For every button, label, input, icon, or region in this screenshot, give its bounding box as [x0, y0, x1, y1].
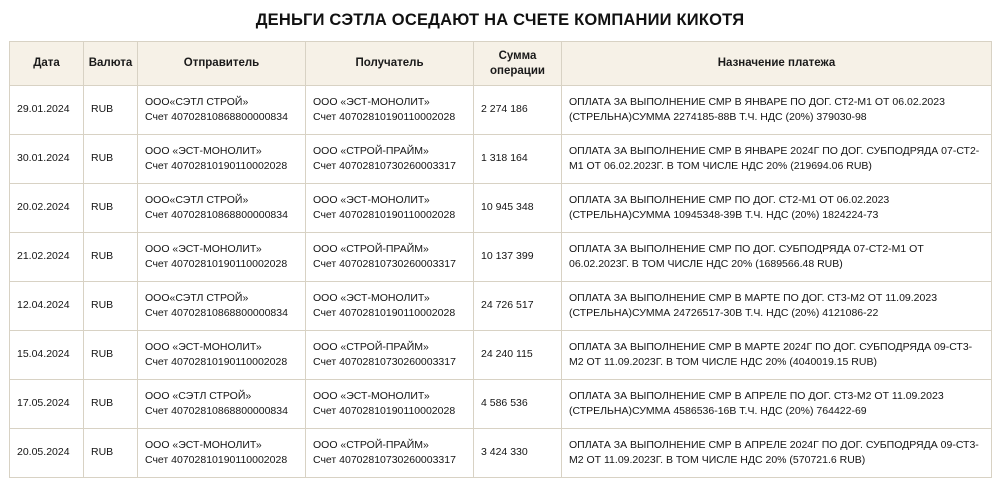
receiver-name: ООО «СТРОЙ-ПРАЙМ» — [313, 340, 429, 353]
cell-date: 17.05.2024 — [10, 380, 84, 429]
receiver-name: ООО «ЭСТ-МОНОЛИТ» — [313, 193, 430, 206]
receiver-account: Счет 40702810190110002028 — [313, 405, 456, 417]
receiver-account: Счет 40702810190110002028 — [313, 111, 456, 123]
cell-amount — [474, 429, 562, 478]
cell-amount — [474, 86, 562, 135]
sender-name: ООО«СЭТЛ СТРОЙ» — [145, 291, 249, 304]
sender-account: Счет 40702810868800000834 — [145, 209, 288, 221]
table-body — [10, 86, 992, 478]
cell-purpose — [562, 233, 992, 282]
amount-value: 1 318 164 — [481, 152, 528, 165]
cell-amount — [474, 282, 562, 331]
amount-value: 10 945 348 — [481, 201, 534, 214]
table-row — [10, 429, 992, 478]
purpose-text: ОПЛАТА ЗА ВЫПОЛНЕНИЕ СМР В ЯНВАРЕ 2024Г ПО ДОГ. СУБПОДРЯДА 07-СТ2-М1 ОТ 06.02.2023Г. В ТОМ ЧИСЛЕ НДС 20% (219694.06 RUB) — [569, 144, 980, 172]
receiver-account: Счет 40702810190110002028 — [313, 307, 456, 319]
purpose-text: ОПЛАТА ЗА ВЫПОЛНЕНИЕ СМР ПО ДОГ. СУБПОДРЯДА 07-СТ2-М1 ОТ 06.02.2023Г. В ТОМ ЧИСЛЕ НДС 20% (1689566.48 RUB) — [569, 242, 924, 270]
cell-amount — [474, 233, 562, 282]
purpose-text: ОПЛАТА ЗА ВЫПОЛНЕНИЕ СМР В АПРЕЛЕ ПО ДОГ. СТ3-М2 ОТ 11.09.2023 (СТРЕЛЬНА)СУММА 4586536-16В Т.Ч. НДС (20%) 764422-69 — [569, 389, 944, 417]
cell-date: 20.05.2024 — [10, 429, 84, 478]
table-row — [10, 135, 992, 184]
amount-value: 10 137 399 — [481, 250, 534, 263]
sender-account: Счет 40702810868800000834 — [145, 405, 288, 417]
cell-currency: RUB — [84, 184, 138, 233]
sender-account: Счет 40702810190110002028 — [145, 160, 288, 172]
receiver-account: Счет 40702810730260003317 — [313, 258, 456, 270]
cell-sender — [138, 233, 306, 282]
column-header-date: Дата — [10, 42, 84, 86]
cell-date: 21.02.2024 — [10, 233, 84, 282]
cell-purpose — [562, 282, 992, 331]
payments-table — [9, 41, 992, 478]
sender-name: ООО«СЭТЛ СТРОЙ» — [145, 95, 249, 108]
cell-receiver — [306, 184, 474, 233]
cell-sender — [138, 380, 306, 429]
cell-date: 20.02.2024 — [10, 184, 84, 233]
cell-currency: RUB — [84, 429, 138, 478]
table-row — [10, 331, 992, 380]
cell-currency: RUB — [84, 331, 138, 380]
cell-date: 12.04.2024 — [10, 282, 84, 331]
amount-value: 4 586 536 — [481, 397, 528, 410]
cell-receiver — [306, 429, 474, 478]
cell-amount — [474, 380, 562, 429]
amount-value: 2 274 186 — [481, 103, 528, 116]
table-row — [10, 282, 992, 331]
purpose-text: ОПЛАТА ЗА ВЫПОЛНЕНИЕ СМР В МАРТЕ 2024Г ПО ДОГ. СУБПОДРЯДА 09-СТ3-М2 ОТ 11.09.2023Г. В ТОМ ЧИСЛЕ НДС 20% (4040019.15 RUB) — [569, 340, 973, 368]
table-header-row — [10, 42, 992, 86]
cell-receiver — [306, 331, 474, 380]
purpose-text: ОПЛАТА ЗА ВЫПОЛНЕНИЕ СМР В МАРТЕ ПО ДОГ. СТ3-М2 ОТ 11.09.2023 (СТРЕЛЬНА)СУММА 24726517-30В Т.Ч. НДС (20%) 4121086-22 — [569, 291, 938, 319]
receiver-name: ООО «ЭСТ-МОНОЛИТ» — [313, 389, 430, 402]
sender-name: ООО «СЭТЛ СТРОЙ» — [145, 389, 252, 402]
sender-name: ООО «ЭСТ-МОНОЛИТ» — [145, 340, 262, 353]
cell-sender — [138, 429, 306, 478]
receiver-name: ООО «СТРОЙ-ПРАЙМ» — [313, 242, 429, 255]
cell-currency: RUB — [84, 380, 138, 429]
cell-purpose — [562, 135, 992, 184]
column-header-currency: Валюта — [84, 42, 138, 86]
cell-currency: RUB — [84, 135, 138, 184]
page-title: ДЕНЬГИ СЭТЛА ОСЕДАЮТ НА СЧЕТЕ КОМПАНИИ КИКОТЯ — [255, 11, 745, 29]
cell-purpose — [562, 429, 992, 478]
cell-purpose — [562, 380, 992, 429]
cell-amount — [474, 135, 562, 184]
sender-account: Счет 40702810868800000834 — [145, 111, 288, 123]
cell-receiver — [306, 135, 474, 184]
purpose-text: ОПЛАТА ЗА ВЫПОЛНЕНИЕ СМР ПО ДОГ. СТ2-М1 ОТ 06.02.2023 (СТРЕЛЬНА)СУММА 10945348-39В Т.Ч. НДС (20%) 1824224-73 — [569, 193, 890, 221]
cell-purpose — [562, 184, 992, 233]
column-header-sender: Отправитель — [138, 42, 306, 86]
receiver-account: Счет 40702810730260003317 — [313, 454, 456, 466]
cell-receiver — [306, 282, 474, 331]
purpose-text: ОПЛАТА ЗА ВЫПОЛНЕНИЕ СМР В ЯНВАРЕ ПО ДОГ. СТ2-М1 ОТ 06.02.2023 (СТРЕЛЬНА)СУММА 2274185-88В Т.Ч. НДС (20%) 379030-98 — [569, 95, 945, 123]
receiver-name: ООО «ЭСТ-МОНОЛИТ» — [313, 291, 430, 304]
cell-purpose — [562, 86, 992, 135]
cell-sender — [138, 282, 306, 331]
cell-currency: RUB — [84, 86, 138, 135]
cell-amount — [474, 331, 562, 380]
sender-account: Счет 40702810190110002028 — [145, 454, 288, 466]
cell-receiver — [306, 233, 474, 282]
table-row — [10, 184, 992, 233]
cell-sender — [138, 184, 306, 233]
column-header-amount: Сумма операции — [474, 42, 562, 86]
sender-name: ООО«СЭТЛ СТРОЙ» — [145, 193, 249, 206]
sender-account: Счет 40702810190110002028 — [145, 356, 288, 368]
sender-name: ООО «ЭСТ-МОНОЛИТ» — [145, 242, 262, 255]
amount-value: 24 726 517 — [481, 299, 534, 312]
cell-purpose — [562, 331, 992, 380]
sender-account: Счет 40702810190110002028 — [145, 258, 288, 270]
cell-amount — [474, 184, 562, 233]
receiver-account: Счет 40702810730260003317 — [313, 160, 456, 172]
table-row — [10, 86, 992, 135]
purpose-text: ОПЛАТА ЗА ВЫПОЛНЕНИЕ СМР В АПРЕЛЕ 2024Г ПО ДОГ. СУБПОДРЯДА 09-СТ3-М2 ОТ 11.09.2023Г. В ТОМ ЧИСЛЕ НДС 20% (570721.6 RUB) — [569, 438, 979, 466]
receiver-account: Счет 40702810730260003317 — [313, 356, 456, 368]
sender-account: Счет 40702810868800000834 — [145, 307, 288, 319]
receiver-name: ООО «ЭСТ-МОНОЛИТ» — [313, 95, 430, 108]
cell-sender — [138, 331, 306, 380]
amount-value: 3 424 330 — [481, 446, 528, 459]
table-row — [10, 380, 992, 429]
table-header — [10, 42, 992, 86]
cell-receiver — [306, 86, 474, 135]
receiver-name: ООО «СТРОЙ-ПРАЙМ» — [313, 144, 429, 157]
amount-value: 24 240 115 — [481, 348, 533, 361]
cell-currency: RUB — [84, 282, 138, 331]
cell-receiver — [306, 380, 474, 429]
cell-currency: RUB — [84, 233, 138, 282]
cell-sender — [138, 86, 306, 135]
table-row — [10, 233, 992, 282]
column-header-receiver: Получатель — [306, 42, 474, 86]
sender-name: ООО «ЭСТ-МОНОЛИТ» — [145, 144, 262, 157]
receiver-name: ООО «СТРОЙ-ПРАЙМ» — [313, 438, 429, 451]
sender-name: ООО «ЭСТ-МОНОЛИТ» — [145, 438, 262, 451]
cell-date: 30.01.2024 — [10, 135, 84, 184]
column-header-purpose: Назначение платежа — [562, 42, 992, 86]
receiver-account: Счет 40702810190110002028 — [313, 209, 456, 221]
cell-date: 15.04.2024 — [10, 331, 84, 380]
cell-sender — [138, 135, 306, 184]
cell-date: 29.01.2024 — [10, 86, 84, 135]
